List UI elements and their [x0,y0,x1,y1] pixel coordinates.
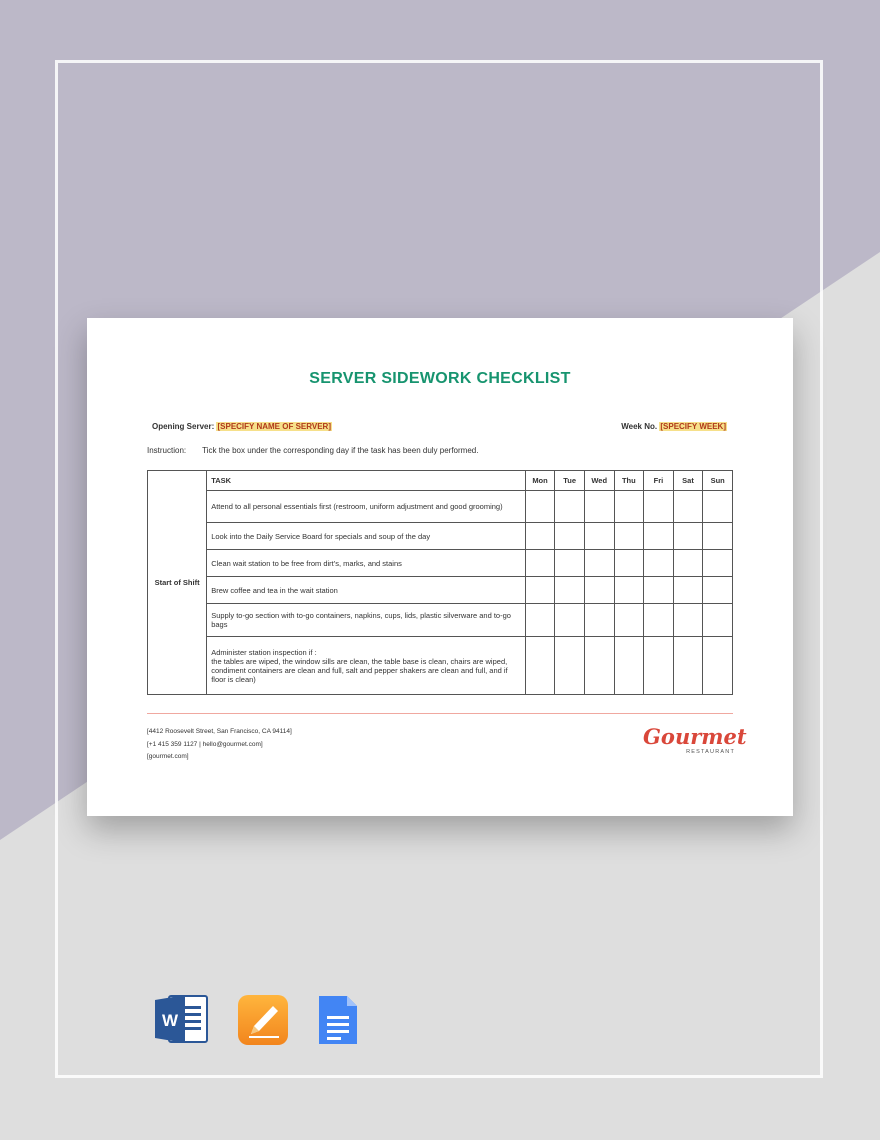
check-cell[interactable] [673,604,703,637]
brand-sub: RESTAURANT [686,749,735,755]
footer-address: [4412 Roosevelt Street, San Francisco, CA 94114] [147,728,292,735]
check-cell[interactable] [673,577,703,604]
check-cell[interactable] [673,550,703,577]
task-cell-line: the tables are wiped, the window sills are clean, the table base is clean, chairs are wiped, condiment containers are clean and full, salt and pepper shakers are clean and full, and if floor is clean) [211,656,508,684]
word-letter: W [161,1011,179,1030]
footer-divider [147,713,733,714]
opening-server [152,422,332,431]
check-cell[interactable] [614,491,644,523]
task-cell: Clean wait station to be free from dirt's, marks, and stains [207,550,526,577]
footer-contact: [+1 415 359 1127 | hello@gourmet.com] [147,740,263,748]
check-cell[interactable] [584,577,614,604]
check-cell[interactable] [673,491,703,523]
google-docs-icon[interactable] [317,994,359,1051]
pages-icon[interactable] [237,994,289,1051]
check-cell[interactable] [644,550,674,577]
check-cell[interactable] [644,637,674,695]
check-cell[interactable] [555,604,585,637]
day-header-sat: Sat [673,471,703,491]
brand-name: Gourmet [643,724,747,749]
check-cell[interactable] [703,550,733,577]
instruction [147,446,478,455]
check-cell[interactable] [555,577,585,604]
check-cell[interactable] [673,523,703,550]
check-cell[interactable] [584,604,614,637]
checklist-table [147,470,733,695]
check-cell[interactable] [703,523,733,550]
footer-website: [gourmet.com] [147,753,189,760]
week-value[interactable]: [SPECIFY WEEK] [660,422,726,431]
task-cell: Supply to-go section with to-go containers, napkins, cups, lids, plastic silverware and to-go bags [207,604,526,637]
check-cell[interactable] [525,604,555,637]
check-cell[interactable] [644,604,674,637]
check-cell[interactable] [644,491,674,523]
section-start-of-shift: Start of Shift [148,471,207,695]
check-cell[interactable] [555,550,585,577]
check-cell[interactable] [525,577,555,604]
document-title: SERVER SIDEWORK CHECKLIST [309,370,571,387]
footer-address-block [147,726,292,764]
table-row [148,637,733,695]
table-row [148,604,733,637]
check-cell[interactable] [555,637,585,695]
day-header-wed: Wed [584,471,614,491]
table-row [148,577,733,604]
table-row [148,523,733,550]
day-header-thu: Thu [614,471,644,491]
check-cell[interactable] [703,637,733,695]
check-cell[interactable] [555,523,585,550]
check-cell[interactable] [584,550,614,577]
week-label: Week No. [621,422,658,431]
check-cell[interactable] [644,577,674,604]
day-header-fri: Fri [644,471,674,491]
check-cell[interactable] [584,637,614,695]
document-page [87,318,793,816]
check-cell[interactable] [673,637,703,695]
check-cell[interactable] [614,550,644,577]
instruction-text: Tick the box under the corresponding day if the task has been duly performed. [202,446,479,455]
check-cell[interactable] [614,604,644,637]
day-header-sun: Sun [703,471,733,491]
check-cell[interactable] [614,523,644,550]
task-header: TASK [207,471,526,491]
check-cell[interactable] [703,491,733,523]
week-number [621,422,727,431]
table-row [148,491,733,523]
task-cell: Look into the Daily Service Board for specials and soup of the day [207,523,526,550]
day-header-tue: Tue [555,471,585,491]
check-cell[interactable] [614,637,644,695]
brand-logo [643,724,747,755]
table-header-row [148,471,733,491]
word-icon[interactable] [155,994,209,1049]
check-cell[interactable] [584,491,614,523]
task-cell [207,637,526,695]
check-cell[interactable] [525,637,555,695]
instruction-label: Instruction: [147,446,187,455]
check-cell[interactable] [703,604,733,637]
task-cell: Brew coffee and tea in the wait station [207,577,526,604]
check-cell[interactable] [584,523,614,550]
table-row [148,550,733,577]
task-cell-line: Administer station inspection if : [211,647,317,657]
opening-server-value[interactable]: [SPECIFY NAME OF SERVER] [217,422,331,431]
check-cell[interactable] [525,491,555,523]
check-cell[interactable] [555,491,585,523]
task-cell: Attend to all personal essentials first (restroom, uniform adjustment and good grooming) [207,491,526,523]
day-header-mon: Mon [525,471,555,491]
check-cell[interactable] [614,577,644,604]
check-cell[interactable] [525,523,555,550]
check-cell[interactable] [644,523,674,550]
opening-server-label: Opening Server: [152,422,215,431]
check-cell[interactable] [525,550,555,577]
check-cell[interactable] [703,577,733,604]
